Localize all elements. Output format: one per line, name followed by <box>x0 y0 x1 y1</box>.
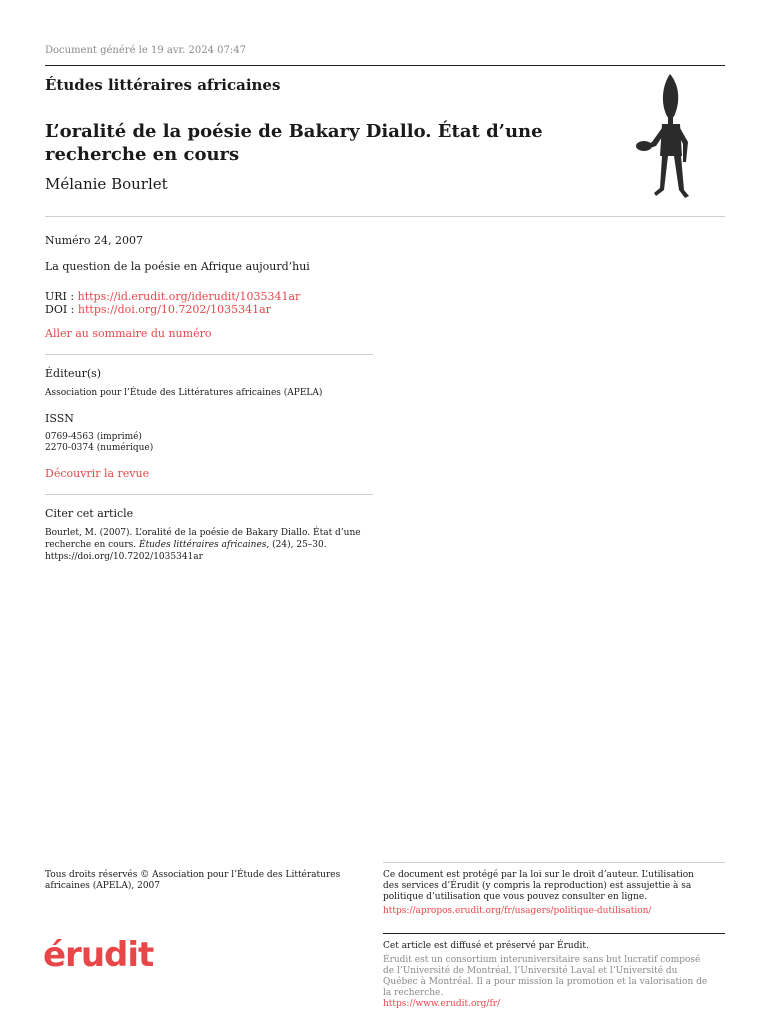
diffusion-title: Cet article est diffusé et préservé par Érudit. <box>383 941 589 951</box>
diffusion-notice <box>383 941 713 1010</box>
footer-divider <box>383 862 725 863</box>
publisher-heading: Éditeur(s) <box>45 367 102 380</box>
issue-theme: La question de la poésie en Afrique aujourd’hui <box>45 260 310 273</box>
doi-link[interactable]: https://doi.org/10.7202/1035341ar <box>77 303 271 316</box>
erudit-link[interactable]: https://www.erudit.org/fr/ <box>383 999 501 1009</box>
divider-publisher <box>45 354 373 355</box>
generated-date: Document généré le 19 avr. 2024 07:47 <box>45 45 246 56</box>
issn-heading: ISSN <box>45 412 74 425</box>
citation-heading: Citer cet article <box>45 507 134 520</box>
policy-link[interactable]: https://apropos.erudit.org/fr/usagers/politique-dutilisation/ <box>383 906 652 916</box>
doi-label: DOI : <box>45 303 78 316</box>
copyright-notice <box>383 870 703 917</box>
citation-part2: , (24), 25–30. <box>266 540 327 550</box>
journal-title: Études littéraires africaines <box>45 76 281 94</box>
issn-print: 0769-4563 (imprimé) <box>45 432 142 442</box>
issue-number: Numéro 24, 2007 <box>45 234 144 247</box>
african-statuette-icon <box>628 72 700 200</box>
issn-digital: 2270-0374 (numérique) <box>45 443 154 453</box>
citation-part1: Bourlet, M. (2007). L’oralité de la poésie de Bakary Diallo. État d’une recherche en cours. <box>45 528 361 550</box>
erudit-logo[interactable]: érudit <box>43 935 154 975</box>
discover-journal-link[interactable]: Découvrir la revue <box>45 467 150 480</box>
article-title: L’oralité de la poésie de Bakary Diallo. État d’une recherche en cours <box>45 121 543 165</box>
uri-label: URI : <box>45 290 78 303</box>
citation-text <box>45 527 375 563</box>
diffusion-body: Érudit est un consortium interuniversitaire sans but lucratif composé de l’Université de Montréal, l’Université Laval et l’Université du Québec à Montréal. Il a pour mission la promotion et la valorisation de la recherche. <box>383 955 708 998</box>
footer-divider-dark <box>383 933 725 934</box>
identifiers <box>45 290 300 316</box>
divider-citation <box>45 494 373 495</box>
publisher-name: Association pour l’Étude des Littératures africaines (APELA) <box>45 388 323 398</box>
citation-doi: https://doi.org/10.7202/1035341ar <box>45 552 203 562</box>
uri-link[interactable]: https://id.erudit.org/iderudit/1035341ar <box>77 290 301 303</box>
rights-statement: Tous droits réservés © Association pour l’Étude des Littératures africaines (APELA), 2007 <box>45 870 341 891</box>
issn-values <box>45 432 153 454</box>
section-divider <box>45 216 725 217</box>
article-author: Mélanie Bourlet <box>45 175 168 193</box>
copyright-text: Ce document est protégé par la loi sur le droit d’auteur. L’utilisation des services d’Érudit (y compris la reproduction) est assujettie à sa politique d’utilisation que vous pouvez consulter en ligne. <box>383 870 694 902</box>
header-divider <box>45 65 725 66</box>
citation-journal: Études littéraires africaines <box>139 540 267 550</box>
sommaire-link[interactable]: Aller au sommaire du numéro <box>45 327 212 340</box>
